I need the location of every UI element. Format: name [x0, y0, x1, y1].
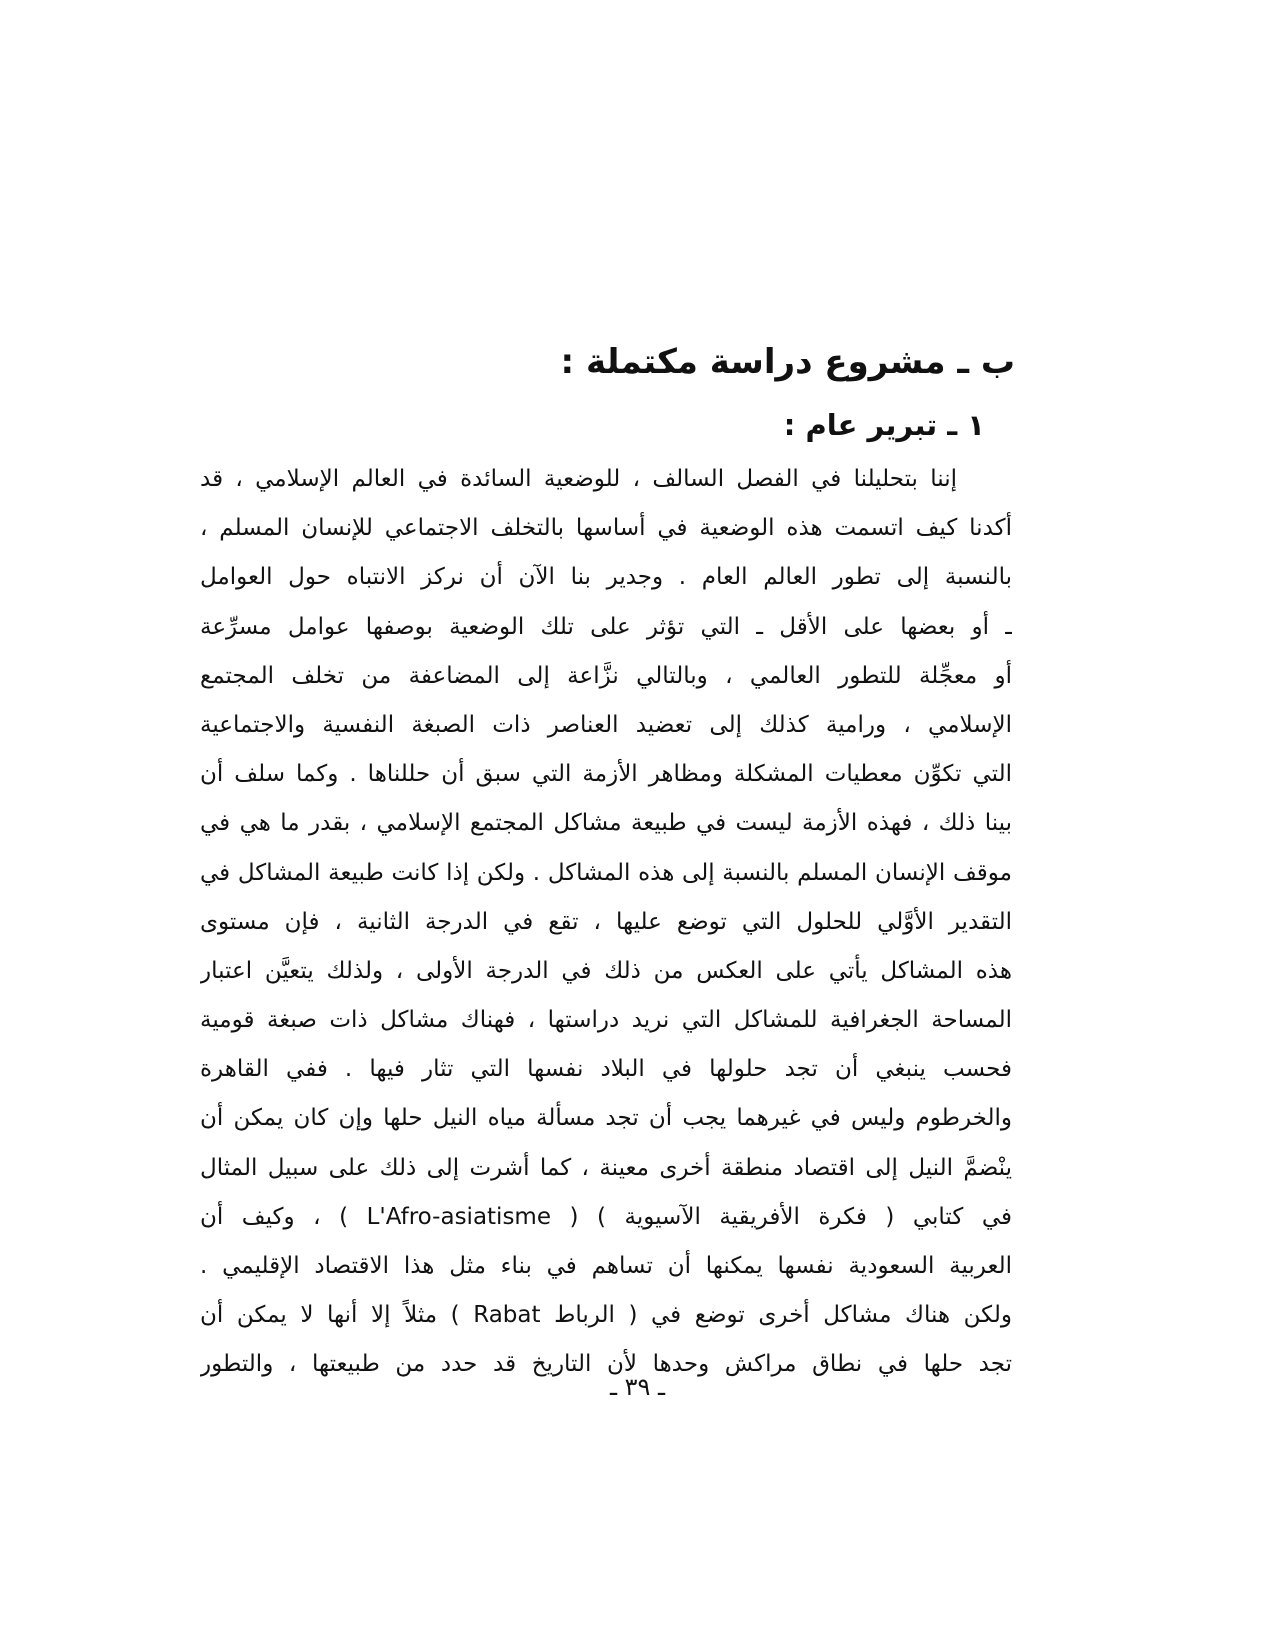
text-line: فحسب ينبغي أن تجد حلولها في البلاد نفسها التي تثار فيها . ففي القاهرة: [200, 1056, 1012, 1083]
body-paragraph: [200, 455, 1012, 1390]
text-line: هذه المشاكل يأتي على العكس من ذلك في الدرجة الأولى ، ولذلك يتعيَّن اعتبار: [200, 957, 1012, 984]
text-line: ولكن هناك مشاكل أخرى توضع في ( الرباط Rabat ) مثلاً إلا أنها لا يمكن أن: [200, 1302, 1012, 1329]
text-line: ـ أو بعضها على الأقل ـ التي تؤثر على تلك الوضعية بوصفها عوامل مسرِّعة: [200, 613, 1012, 640]
text-line: والخرطوم وليس في غيرهما يجب أن تجد مسألة مياه النيل حلها وإن كان يمكن أن: [200, 1105, 1012, 1132]
subsection-heading: ١ ـ تبرير عام :: [783, 408, 985, 442]
page-number: ـ ٣٩ ـ: [609, 1373, 666, 1401]
text-line: بينا ذلك ، فهذه الأزمة ليست في طبيعة مشاكل المجتمع الإسلامي ، بقدر ما هي في: [200, 810, 1012, 837]
text-line: أكدنا كيف اتسمت هذه الوضعية في أساسها بالتخلف الاجتماعي للإنسان المسلم ،: [200, 515, 1012, 542]
text-line: المساحة الجغرافية للمشاكل التي نريد دراستها ، فهناك مشاكل ذات صبغة قومية: [200, 1007, 1012, 1034]
text-line: ينْضمَّ النيل إلى اقتصاد منطقة أخرى معينة ، كما أشرت إلى ذلك على سبيل المثال: [200, 1154, 1012, 1181]
text-line: الإسلامي ، ورامية كذلك إلى تعضيد العناصر ذات الصبغة النفسية والاجتماعية: [200, 711, 1012, 738]
text-line: إننا بتحليلنا في الفصل السالف ، للوضعية السائدة في العالم الإسلامي ، قد: [200, 466, 957, 492]
text-line: في كتابي ( فكرة الأفريقية الآسيوية ) ( L'Afro-asiatisme ) ، وكيف أن: [200, 1203, 1012, 1230]
text-line: العربية السعودية نفسها يمكنها أن تساهم في بناء مثل هذا الاقتصاد الإقليمي .: [200, 1253, 1012, 1279]
text-line: تجد حلها في نطاق مراكش وحدها لأن التاريخ قد حدد من طبيعتها ، والتطور: [200, 1351, 1012, 1378]
text-line: أو معجِّلة للتطور العالمي ، وبالتالي نزَّاعة إلى المضاعفة من تخلف المجتمع: [200, 662, 1012, 689]
text-line: التقدير الأوَّلي للحلول التي توضع عليها ، تقع في الدرجة الثانية ، فإن مستوى: [200, 908, 1012, 935]
text-line: موقف الإنسان المسلم بالنسبة إلى هذه المشاكل . ولكن إذا كانت طبيعة المشاكل في: [200, 859, 1012, 886]
text-line: بالنسبة إلى تطور العالم العام . وجدير بنا الآن أن نركز الانتباه حول العوامل: [200, 564, 1012, 591]
section-heading: ب ـ مشروع دراسة مكتملة :: [560, 342, 1015, 382]
text-line: التي تكوِّن معطيات المشكلة ومظاهر الأزمة التي سبق أن حللناها . وكما سلف أن: [200, 761, 1012, 788]
